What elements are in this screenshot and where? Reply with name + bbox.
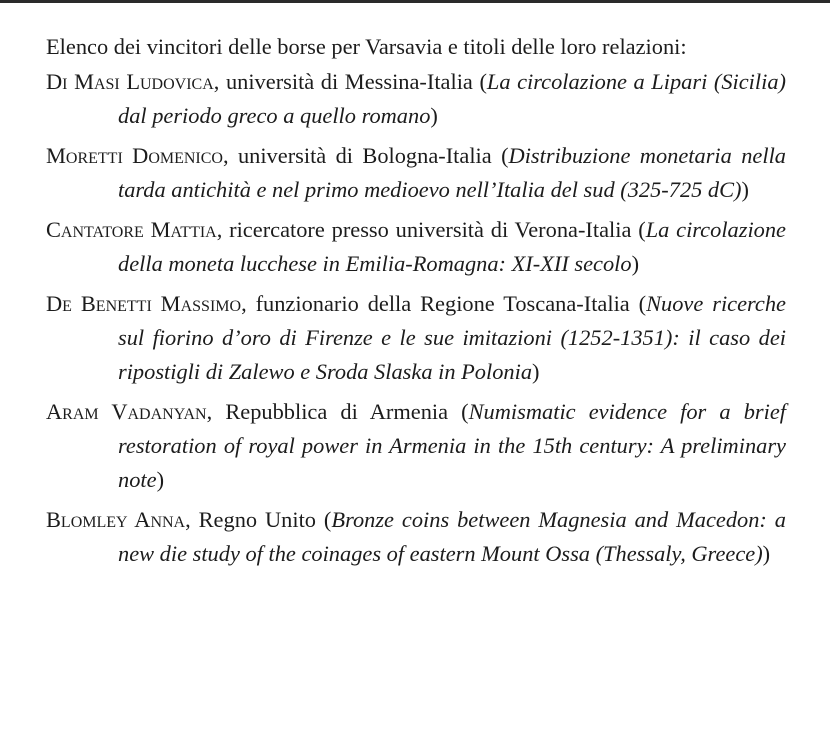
winner-entry-2 [46, 139, 786, 207]
affiliation: , Regno Unito ( [185, 507, 332, 532]
paper-title: Numismatic evidence for a brief restoration of royal power in Armenia in the 15th century: A preliminary note [118, 399, 786, 492]
affiliation: , Repubblica di Armenia ( [206, 399, 469, 424]
closing-paren: ) [430, 103, 438, 128]
top-border-line [0, 0, 830, 3]
author-name: Moretti Domenico [46, 143, 223, 168]
closing-paren: ) [631, 251, 640, 276]
paper-title: Bronze coins between Magnesia and Macedon: a new die study of the coinages of eastern Mount Ossa (Thessaly, Greece) [118, 507, 786, 566]
intro-text: Elenco dei vincitori delle borse per Varsavia e titoli delle loro relazioni: [46, 34, 687, 59]
paper-title: Nuove ricerche sul fiorino d’oro di Firenze e le sue imitazioni (1252-1351): il caso dei ripostigli di Zalewo e Sroda Slaska in Polonia [118, 291, 786, 384]
winner-entry-1 [46, 65, 786, 133]
author-name: De Benetti Massimo [46, 291, 242, 316]
paper-title: La circolazione a Lipari (Sicilia) dal periodo greco a quello romano [118, 69, 786, 128]
winner-entry-5 [46, 395, 786, 497]
affiliation: , università di Bologna-Italia ( [222, 143, 509, 168]
closing-paren: ) [741, 177, 749, 202]
closing-paren: ) [156, 467, 165, 492]
paper-title: La circolazione della moneta lucchese in Emilia-Romagna: XI-XII secolo [118, 217, 786, 276]
affiliation: , funzionario della Regione Toscana-Italia ( [241, 291, 647, 316]
affiliation: , ricercatore presso università di Verona-Italia ( [216, 217, 646, 242]
closing-paren: ) [762, 541, 771, 566]
author-name: Blomley Anna [46, 507, 186, 532]
closing-paren: ) [532, 359, 540, 384]
document-page [46, 30, 786, 577]
affiliation: , università di Messina-Italia ( [213, 69, 487, 94]
winner-entry-3 [46, 213, 786, 281]
paper-title: Distribuzione monetaria nella tarda antichità e nel primo medioevo nell’Italia del sud (325-725 dC) [118, 143, 786, 202]
author-name: Aram Vadanyan [46, 399, 207, 424]
author-name: Di Masi Ludovica [46, 69, 214, 94]
winner-entry-6 [46, 503, 786, 571]
author-name: Cantatore Mattia [46, 217, 217, 242]
winner-entry-4 [46, 287, 786, 389]
